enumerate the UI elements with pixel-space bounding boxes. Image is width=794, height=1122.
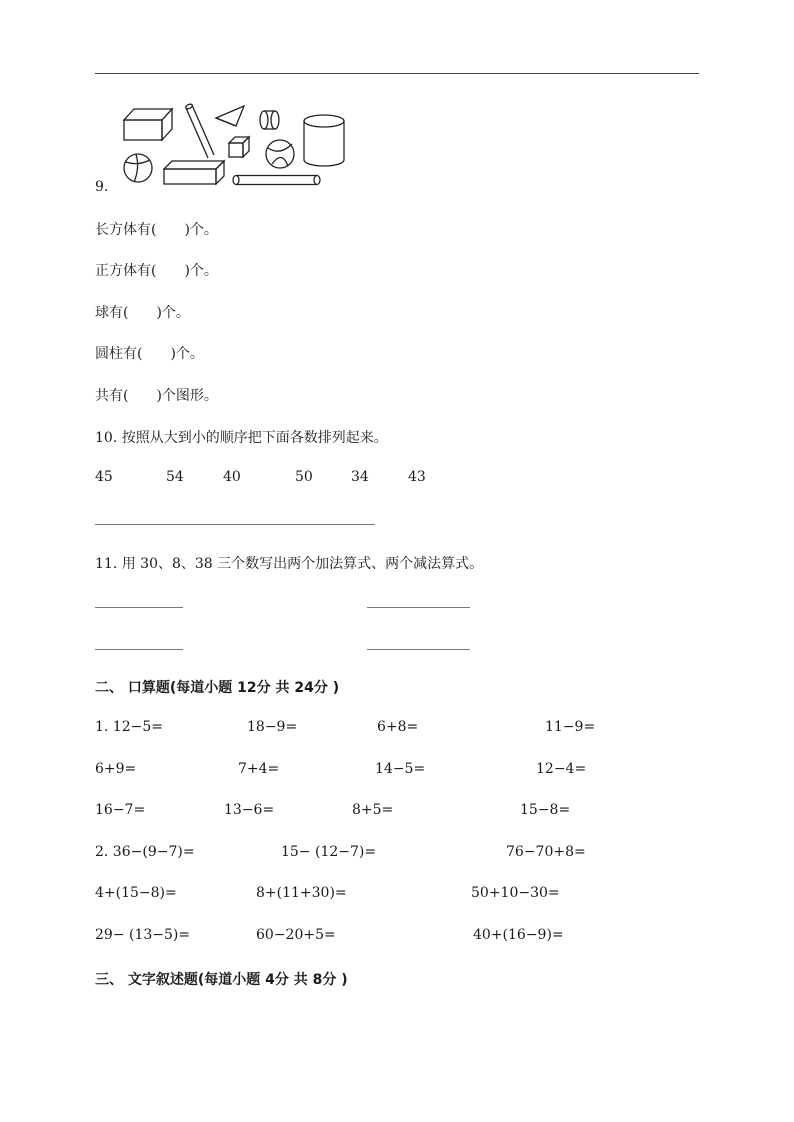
- q10-number: 54: [166, 469, 184, 485]
- calc-item: 8+(11+30)=: [256, 885, 347, 901]
- ball-shape-1: [124, 154, 152, 182]
- q10-number: 40: [223, 469, 241, 485]
- calc-item: 7+4=: [238, 761, 280, 777]
- calc-item: 6+8=: [377, 719, 419, 735]
- q10-number: 50: [295, 469, 313, 485]
- q11-text: 11. 用 30、8、38 三个数写出两个加法算式、两个减法算式。: [95, 556, 484, 572]
- q11-answer-line[interactable]: [367, 607, 470, 608]
- calc-item: 2. 36−(9−7)=: [95, 844, 195, 860]
- calc-item: 15− (12−7)=: [281, 844, 377, 860]
- q11-answer-line[interactable]: [95, 649, 183, 650]
- calc-item: 18−9=: [247, 719, 298, 735]
- q9-line-ball: 球有( )个。: [95, 305, 190, 321]
- calc-item: 14−5=: [375, 761, 426, 777]
- calc-item: 4+(15−8)=: [95, 885, 177, 901]
- calc-item: 50+10−30=: [471, 885, 560, 901]
- q10-answer-line[interactable]: [95, 524, 375, 525]
- cuboid-shape: [124, 109, 172, 140]
- calc-item: 60−20+5=: [256, 927, 336, 943]
- q9-line-cube: 正方体有( )个。: [95, 263, 218, 279]
- calc-item: 16−7=: [95, 802, 146, 818]
- q10-number: 43: [408, 469, 426, 485]
- calc-item: 8+5=: [352, 802, 394, 818]
- small-cylinder-shape: [260, 111, 279, 129]
- calc-item: 76−70+8=: [506, 844, 586, 860]
- q11-answer-line[interactable]: [95, 607, 183, 608]
- section3-title: 三、 文字叙述题(每道小题 4分 共 8分 ): [95, 972, 348, 988]
- big-cylinder-shape: [304, 115, 344, 166]
- calc-item: 11−9=: [545, 719, 596, 735]
- stick-cylinder-shape: [185, 103, 214, 158]
- section2-title: 二、 口算题(每道小题 12分 共 24分 ): [95, 680, 340, 696]
- triangle-shape: [216, 106, 244, 126]
- q9-line-cylinder: 圆柱有( )个。: [95, 346, 204, 362]
- calc-item: 40+(16−9)=: [473, 927, 564, 943]
- calc-item: 12−4=: [536, 761, 587, 777]
- q9-line-total: 共有( )个图形。: [95, 388, 218, 404]
- q9-line-cuboid: 长方体有( )个。: [95, 222, 218, 238]
- q10-text: 10. 按照从大到小的顺序把下面各数排列起来。: [95, 430, 388, 446]
- flat-cuboid-shape: [164, 161, 224, 184]
- q10-number: 45: [95, 469, 113, 485]
- rod-cylinder-shape: [233, 176, 320, 185]
- ball-shape-2: [266, 140, 294, 168]
- header-rule: [95, 73, 699, 74]
- calc-item: 29− (13−5)=: [95, 927, 191, 943]
- calc-item: 6+9=: [95, 761, 137, 777]
- cube-shape: [229, 137, 249, 157]
- calc-item: 15−8=: [520, 802, 571, 818]
- calc-item: 13−6=: [224, 802, 275, 818]
- calc-item: 1. 12−5=: [95, 719, 163, 735]
- q10-number: 34: [351, 469, 369, 485]
- shapes-illustration: [112, 100, 352, 190]
- q9-number: 9.: [95, 179, 109, 195]
- q11-answer-line[interactable]: [367, 649, 470, 650]
